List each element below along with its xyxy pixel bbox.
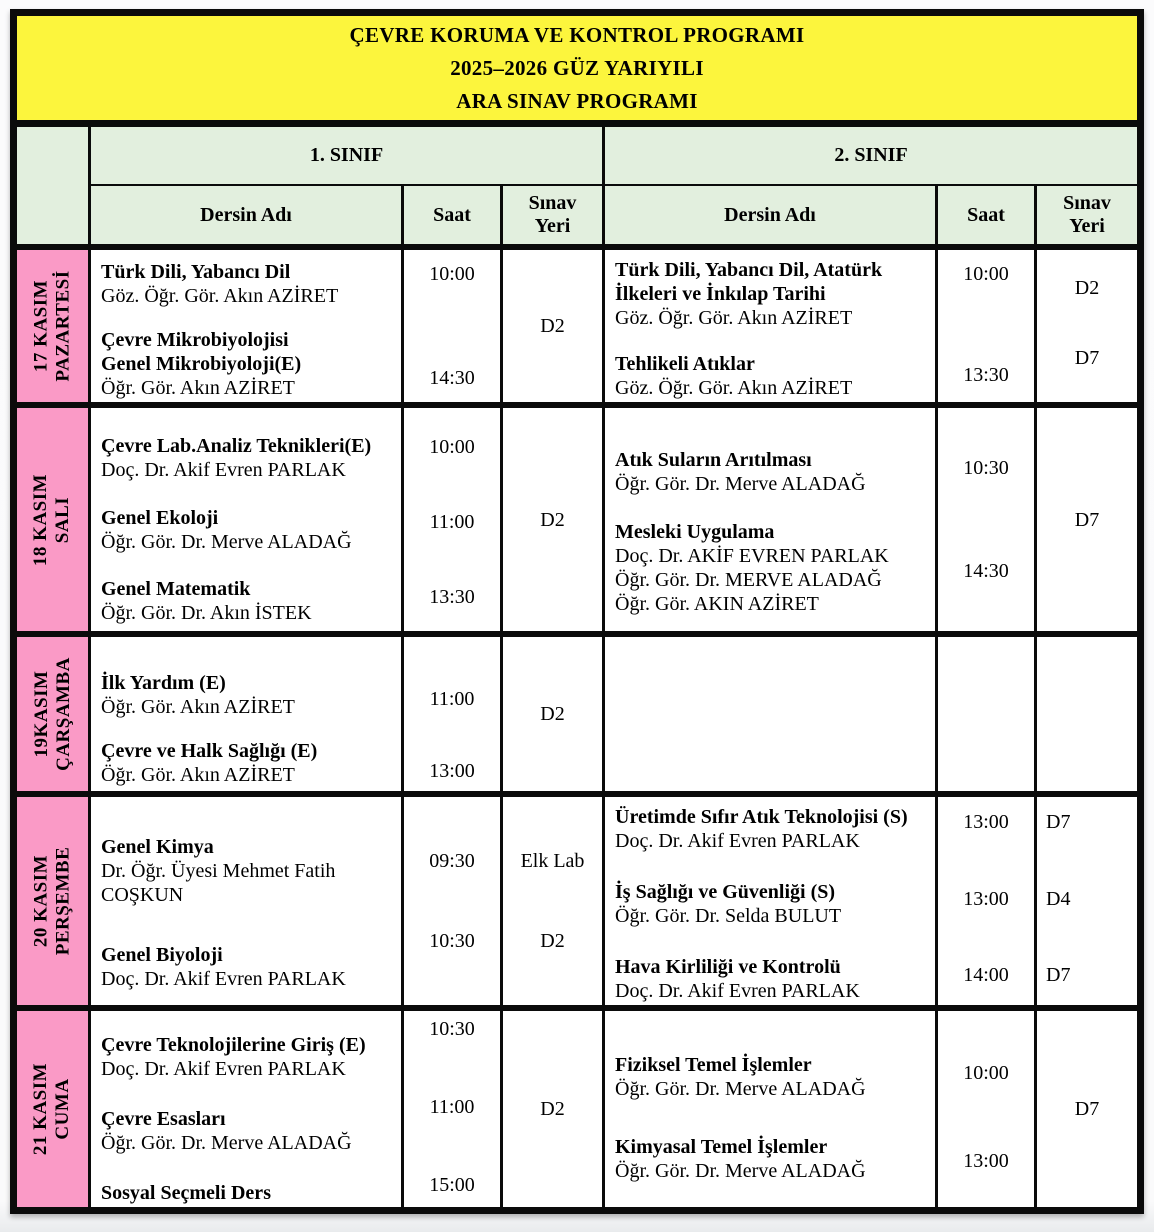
course-instructor: Göz. Öğr. Gör. Akın AZİRET [615, 307, 853, 329]
time-cell-class1 [404, 250, 503, 402]
day-label-tuesday [17, 408, 91, 631]
course-entry [101, 506, 395, 554]
exam-time: 09:30 [429, 850, 475, 872]
time-cell-class2 [938, 408, 1037, 631]
course-instructor: Öğr. Gör. Akın AZİRET [101, 764, 295, 786]
day-name: SALI [52, 496, 74, 543]
exam-time: 13:00 [963, 811, 1009, 833]
exam-time: 10:00 [429, 263, 475, 285]
venue-cell-class2 [1037, 1011, 1137, 1207]
course-entry [615, 1053, 929, 1101]
exam-venue: D7 [1046, 811, 1071, 833]
course-entry [101, 671, 395, 719]
venue-cell-class2 [1037, 408, 1137, 631]
course-cell-class1 [91, 1011, 404, 1207]
course-cell-class1 [91, 637, 404, 791]
exam-time: 10:00 [963, 263, 1009, 285]
venue-cell-class1 [503, 1011, 605, 1207]
exam-venue: D2 [540, 1098, 565, 1120]
course-entry [615, 352, 929, 400]
course-instructor: Doç. Dr. Akif Evren PARLAK [101, 1058, 346, 1080]
exam-time: 11:00 [429, 688, 475, 710]
course-title: Sosyal Seçmeli Ders [101, 1182, 271, 1204]
day-row-thursday [17, 791, 1137, 1005]
exam-time: 10:30 [429, 1018, 475, 1040]
exam-type-title: ARA SINAV PROGRAMI [456, 88, 698, 113]
exam-time: 13:30 [429, 586, 475, 608]
course-cell-class2 [605, 250, 938, 402]
course-instructor: Dr. Öğr. Üyesi Mehmet Fatih [101, 860, 336, 882]
course-entry [615, 880, 929, 928]
course-entry [101, 1181, 395, 1205]
course-title: Genel Mikrobiyoloji(E) [101, 353, 302, 375]
course-cell-class2-empty [605, 637, 938, 791]
course-instructor: Öğr. Gör. Dr. MERVE ALADAĞ [615, 569, 882, 591]
day-column-header [17, 127, 91, 244]
course-entry [101, 260, 395, 308]
day-label-wednesday [17, 637, 91, 791]
time-cell-class2 [938, 797, 1037, 1005]
day-name: ÇARŞAMBA [52, 657, 74, 771]
course-title: Genel Ekoloji [101, 506, 219, 529]
course-instructor: Öğr. Gör. AKIN AZİRET [615, 593, 819, 615]
course-title: Fiziksel Temel İşlemler [615, 1054, 812, 1076]
course-title: Genel Matematik [101, 578, 251, 600]
day-date: 21 KASIM [30, 1062, 52, 1156]
course-title: Çevre ve Halk Sağlığı (E) [101, 740, 318, 762]
day-label-thursday [17, 797, 91, 1005]
course-title: Çevre Esasları [101, 1108, 226, 1130]
exam-venue: D7 [1046, 964, 1071, 986]
course-cell-class2 [605, 797, 938, 1005]
exam-venue: D2 [540, 930, 565, 952]
course-entry [101, 1107, 395, 1155]
exam-time: 10:00 [429, 436, 475, 458]
exam-time: 14:00 [963, 964, 1009, 986]
course-instructor: Doç. Dr. AKİF EVREN PARLAK [615, 545, 889, 567]
course-cell-class1 [91, 250, 404, 402]
venue-header-class1: Sınav Yeri [503, 186, 605, 244]
exam-schedule-table [10, 9, 1144, 1214]
course-instructor: Öğr. Gör. Akın AZİRET [101, 377, 295, 399]
course-title: Kimyasal Temel İşlemler [615, 1136, 828, 1158]
course-instructor: Göz. Öğr. Gör. Akın AZİRET [101, 285, 339, 307]
day-label-text [31, 847, 75, 956]
course-instructor: Doç. Dr. Akif Evren PARLAK [101, 459, 346, 481]
exam-time: 13:00 [963, 1150, 1009, 1172]
venue-cell-class1 [503, 637, 605, 791]
course-instructor: Doç. Dr. Akif Evren PARLAK [615, 980, 860, 1002]
course-entry [101, 835, 395, 907]
course-title: Üretimde Sıfır Atık Teknolojisi (S) [615, 806, 908, 828]
course-entry [615, 805, 929, 853]
day-row-tuesday [17, 402, 1137, 631]
venue-header-class2: Sınav Yeri [1063, 192, 1111, 237]
time-cell-class2 [938, 250, 1037, 402]
course-instructor: Öğr. Gör. Akın AZİRET [101, 696, 295, 718]
exam-venue: D2 [540, 315, 565, 337]
venue-cell-class1 [503, 797, 605, 1005]
exam-venue: D7 [1074, 1098, 1100, 1120]
course-instructor: Öğr. Gör. Dr. Merve ALADAĞ [615, 473, 866, 495]
course-entry [101, 577, 395, 625]
course-instructor: Öğr. Gör. Dr. Akın İSTEK [101, 602, 312, 624]
course-title: Çevre Teknolojilerine Giriş (E) [101, 1034, 366, 1056]
course-entry [615, 520, 929, 616]
day-label-monday [17, 250, 91, 402]
day-label-text [31, 270, 75, 381]
exam-time: 10:30 [429, 930, 475, 952]
course-instructor: Doç. Dr. Akif Evren PARLAK [615, 830, 860, 852]
time-cell-class2-empty [938, 637, 1037, 791]
title-block [17, 16, 1137, 127]
time-cell-class1 [404, 408, 503, 631]
course-entry [615, 258, 929, 330]
venue-cell-class2 [1037, 250, 1137, 402]
exam-venue: D2 [540, 703, 565, 725]
day-row-monday [17, 244, 1137, 402]
semester-title: 2025–2026 GÜZ YARIYILI [450, 55, 704, 80]
exam-venue: D2 [1074, 277, 1100, 299]
course-title: Türk Dili, Yabancı Dil [101, 261, 291, 283]
course-instructor: COŞKUN [101, 884, 184, 906]
course-entry [101, 943, 395, 991]
course-header-class1: Dersin Adı [91, 186, 404, 244]
day-row-friday [17, 1005, 1137, 1207]
day-name: PERŞEMBE [52, 846, 74, 956]
course-entry [101, 434, 395, 482]
exam-time: 11:00 [429, 511, 475, 533]
course-cell-class2 [605, 1011, 938, 1207]
exam-venue: D7 [1074, 347, 1100, 369]
day-label-text [31, 657, 75, 771]
course-cell-class2 [605, 408, 938, 631]
exam-time: 10:00 [963, 1062, 1009, 1084]
exam-time: 13:30 [963, 364, 1009, 386]
exam-time: 10:30 [963, 457, 1009, 479]
course-entry [101, 1033, 395, 1081]
venue-cell-class2 [1037, 797, 1137, 1005]
venue-cell-class2-empty [1037, 637, 1137, 791]
venue-cell-class1 [503, 408, 605, 631]
program-title: ÇEVRE KORUMA VE KONTROL PROGRAMI [349, 22, 805, 47]
course-title: Türk Dili, Yabancı Dil, Atatürk [615, 259, 883, 281]
course-title: İş Sağlığı ve Güvenliği (S) [615, 881, 836, 903]
course-title: Çevre Mikrobiyolojisi [101, 329, 289, 351]
day-date: 19KASIM [30, 670, 52, 758]
course-title: İlk Yardım (E) [101, 672, 226, 694]
day-date: 18 KASIM [30, 473, 52, 566]
venue-cell-class1 [503, 250, 605, 402]
course-header-class2: Dersin Adı [605, 186, 938, 244]
course-title: Hava Kirliliği ve Kontrolü [615, 956, 841, 978]
course-entry [101, 739, 395, 787]
course-title: Atık Suların Arıtılması [615, 449, 812, 471]
day-label-text [31, 1063, 75, 1155]
course-instructor: Öğr. Gör. Dr. Merve ALADAĞ [615, 1160, 866, 1182]
class2-header: 2. SINIF [605, 127, 1137, 186]
course-instructor: Öğr. Gör. Dr. Merve ALADAĞ [101, 530, 352, 553]
course-instructor: Öğr. Gör. Dr. Merve ALADAĞ [615, 1078, 866, 1100]
exam-time: 11:00 [429, 1096, 475, 1118]
time-header-class2: Saat [938, 186, 1037, 244]
exam-time: 15:00 [429, 1174, 475, 1196]
course-title: Mesleki Uygulama [615, 521, 775, 543]
course-title: Çevre Lab.Analiz Teknikleri(E) [101, 435, 372, 457]
course-instructor: Göz. Öğr. Gör. Akın AZİRET [615, 377, 853, 399]
course-entry [615, 1135, 929, 1183]
exam-time: 14:30 [429, 367, 475, 389]
day-name: CUMA [52, 1078, 74, 1140]
course-instructor: Öğr. Gör. Dr. Merve ALADAĞ [101, 1132, 352, 1154]
course-instructor: Öğr. Gör. Dr. Selda BULUT [615, 905, 842, 927]
course-title: Genel Biyoloji [101, 944, 223, 966]
course-entry [101, 328, 395, 400]
exam-venue: D2 [540, 508, 565, 531]
day-label-text [31, 473, 75, 565]
day-date: 20 KASIM [30, 854, 52, 948]
day-name: PAZARTESİ [52, 270, 74, 382]
day-row-wednesday [17, 631, 1137, 791]
time-cell-class2 [938, 1011, 1037, 1207]
day-date: 17 KASIM [30, 279, 52, 373]
course-cell-class1 [91, 797, 404, 1005]
time-cell-class1 [404, 797, 503, 1005]
course-title: İlkeleri ve İnkılap Tarihi [615, 283, 826, 305]
time-cell-class1 [404, 1011, 503, 1207]
exam-venue: D7 [1074, 508, 1100, 531]
course-entry [615, 448, 929, 496]
class1-header: 1. SINIF [91, 127, 605, 186]
course-cell-class1 [91, 408, 404, 631]
exam-time: 13:00 [963, 887, 1009, 910]
table-header [17, 127, 1137, 244]
time-cell-class1 [404, 637, 503, 791]
course-entry [615, 955, 929, 1003]
exam-venue: D4 [1046, 887, 1071, 910]
course-title: Tehlikeli Atıklar [615, 353, 755, 375]
time-header-class1: Saat [404, 186, 503, 244]
exam-time: 14:30 [963, 560, 1009, 582]
course-title: Genel Kimya [101, 836, 214, 858]
exam-time: 13:00 [429, 760, 475, 782]
course-instructor: Doç. Dr. Akif Evren PARLAK [101, 968, 346, 990]
exam-venue: Elk Lab [520, 850, 585, 872]
day-label-friday [17, 1011, 91, 1207]
